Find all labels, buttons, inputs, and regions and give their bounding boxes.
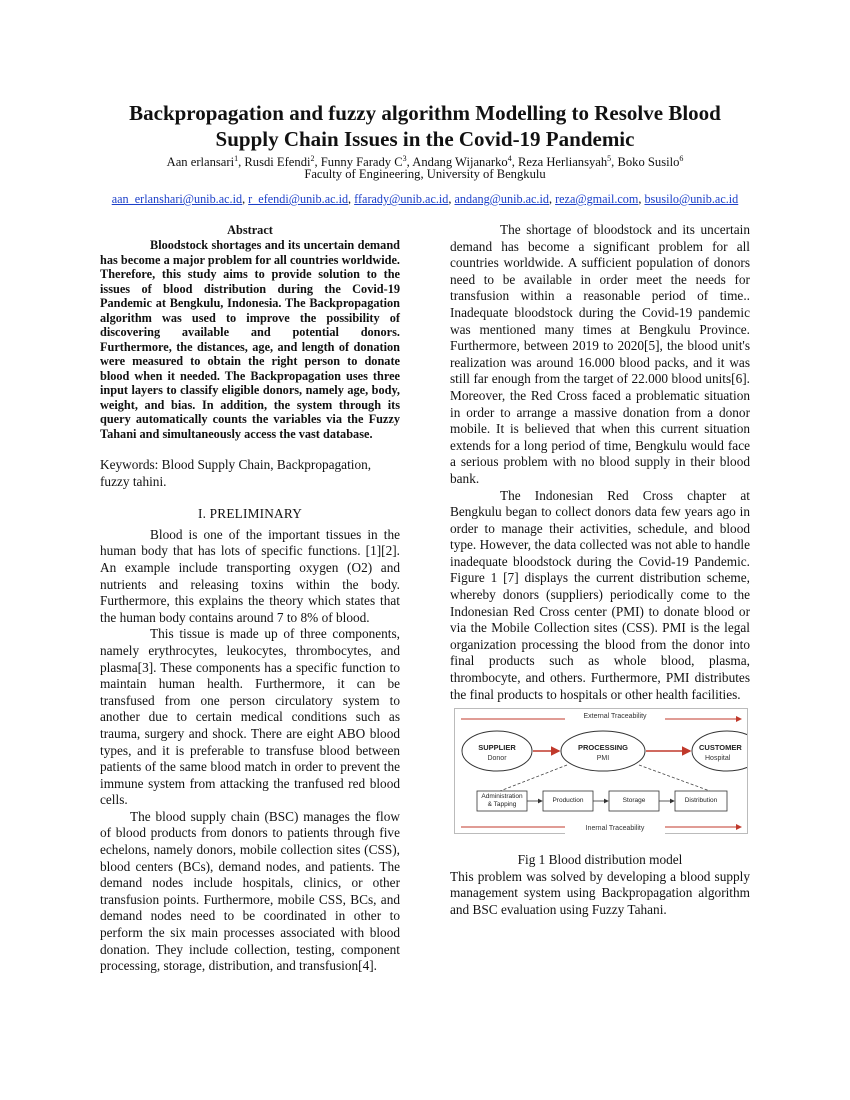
author-sup: 1 bbox=[234, 154, 239, 163]
author: Reza Herliansyah bbox=[518, 155, 608, 170]
figure-diagram bbox=[455, 709, 747, 833]
dashed-connector bbox=[639, 765, 710, 791]
email-link[interactable]: ffarady@unib.ac.id bbox=[354, 192, 449, 206]
paragraph: This tissue is made up of three components, namely erythrocytes, leukocytes, thrombocytes, and plasma[3]. These components has a specific function to maintain human health. Furthermore, it can be transfused from one person circulatory system to another due to certain medical conditions such as trauma, surgery and shock. There are eight ABO blood types, and it is preferable to transfuse blood between patients of the same blood match in order to prevent the immune system from attacking the tranfused red blood cells. bbox=[100, 626, 400, 808]
internal-traceability-label: Inernal Traceability bbox=[565, 821, 665, 838]
author-sup: 4 bbox=[507, 154, 512, 163]
email-link[interactable]: andang@unib.ac.id bbox=[454, 192, 549, 206]
author: Boko Susilo bbox=[617, 155, 680, 170]
figure-caption: Fig 1 Blood distribution model bbox=[517, 852, 683, 868]
processing-title: PROCESSING bbox=[577, 743, 628, 753]
title-line-2: Supply Chain Issues in the Covid-19 Pandemic bbox=[215, 127, 635, 151]
distribution-box-label: Distribution bbox=[684, 797, 718, 805]
abstract-text: Bloodstock shortages and its uncertain demand has become a major problem for all countries worldwide. Therefore, this study aims to provide solution to the issues of blood distribution during the Covid-19 Pandemic at Bengkulu, Indonesia. The Backpropagation algorithm was used to improve the possibility of discovering available and potential donors. Furthermore, the distances, age, and length of donation were measured to obtain the right person to donate blood when it needed. The Backpropagation uses three input layers to classify eligible donors, namely age, body, weight, and bias. In addition, the system through its query automatically counts the variables via the Fuzzy Tahani and simultaneously access the vast database. bbox=[100, 238, 400, 441]
abstract-heading: Abstract bbox=[227, 223, 273, 237]
customer-sub: Hospital bbox=[705, 755, 731, 763]
email-link[interactable]: r_efendi@unib.ac.id bbox=[248, 192, 349, 206]
customer-title: CUSTOMER bbox=[699, 743, 742, 753]
admin-box-line-2: & Tapping bbox=[487, 801, 517, 809]
admin-box-label bbox=[477, 793, 527, 809]
processing-sub: PMI bbox=[596, 755, 610, 763]
paragraph: The blood supply chain (BSC) manages the flow of blood products from donors to patients through five echelons, namely donors, mobile collection sites (CSS), blood centers (BCs), demand nodes, and patients. The demand nodes include hospitals, clinics, or other transfusion points. Furthermore, mobile CSS, BCs, and demand nodes need to be coordinated in other to perform the six main processes associated with blood donation. They include collection, testing, component processing, storage, distribution, and transfusion[4]. bbox=[100, 808, 400, 974]
external-traceability-label: External Traceability bbox=[565, 709, 665, 726]
affiliation: Faculty of Engineering, University of Bengkulu bbox=[304, 167, 546, 181]
paper-title bbox=[60, 100, 790, 152]
author-sup: 6 bbox=[679, 154, 684, 163]
author-list: Aan erlansari$^1$, Rusdi Efendi$^2$, Funny Farady $C^3$, Andang Wijanarko$^4$, Reza Herliansyah$^5$, Boko Susilo$^6$ bbox=[166, 154, 684, 170]
supplier-title: SUPPLIER bbox=[478, 743, 516, 753]
author-sup: 3 bbox=[402, 154, 407, 163]
email-list: aan_erlanshari@unib.ac.id, r_efendi@unib.ac.id, ffarady@unib.ac.id, andang@unib.ac.id, reza@gmail.com, bsusilo@unib.ac.id bbox=[111, 192, 739, 206]
left-column bbox=[100, 222, 400, 975]
storage-box-label: Storage bbox=[622, 797, 646, 805]
email-link[interactable]: bsusilo@unib.ac.id bbox=[644, 192, 739, 206]
author: Rusdi Efendi bbox=[244, 155, 311, 170]
paragraph: This problem was solved by developing a blood supply management system using Backpropagation algorithm and BSC evaluation using Fuzzy Tahani. bbox=[450, 868, 750, 917]
email-link[interactable]: aan_erlanshari@unib.ac.id bbox=[111, 192, 243, 206]
title-line-1: Backpropagation and fuzzy algorithm Modelling to Resolve Blood bbox=[129, 101, 721, 125]
author-sup: 2 bbox=[310, 154, 315, 163]
right-column bbox=[450, 222, 750, 919]
author: Aan erlansari bbox=[166, 155, 235, 170]
paragraph: The shortage of bloodstock and its uncertain demand has become a significant problem for all countries worldwide. A sufficient population of donors need to be available in order meet the needs for transfusion within a reasonable period of time.. Inadequate bloodstock during the Covid-19 pandemic was mentioned many times at Bengkulu Province. Furthermore, between 2019 to 2020[5], the blood unit's realization was around 16.000 blood packs, and it was still far enough from the target of 22.000 blood units[6]. Moreover, the Red Cross faced a problematic situation in order to arrange a massive donation from a donor mobile. It is believed that when this current situation extends for a long period of time, Bengkulu would face a serious problem with no blood supply in their blood bank. bbox=[450, 222, 750, 486]
admin-box-line-1: Administration bbox=[481, 793, 523, 801]
production-box-label: Production bbox=[552, 797, 584, 805]
keywords: Keywords: Blood Supply Chain, Backpropagation, fuzzy tahini. bbox=[100, 457, 372, 489]
author-sup: 5 bbox=[607, 154, 612, 163]
section-heading: I. PRELIMINARY bbox=[197, 506, 302, 522]
supplier-sub: Donor bbox=[487, 755, 507, 763]
paragraph: The Indonesian Red Cross chapter at Bengkulu began to collect donors data few years ago in order to manage their activities, schedule, and blood type. However, the data collected was not able to handle inadequate bloodstock during the Covid-19 Pandemic. Figure 1 [7] displays the current distribution scheme, whereby donors (suppliers) periodically come to the Indonesian Red Cross center (PMI) to donate blood or via the Mobile Collection sites (CSS). PMI is the legal organization processing the blood from the donor into final products such as whole blood, plasma, thrombocyte, and others. Furthermore, PMI distributes the final products to hospitals or other health facilities. bbox=[450, 487, 750, 702]
author: Funny Farady C bbox=[320, 155, 403, 170]
author: Andang Wijanarko bbox=[412, 155, 508, 170]
paragraph: Blood is one of the important tissues in the human body that has lots of specific functions. [1][2]. An example include transporting oxygen (O2) and nutrients and releasing toxins within the body. Furthermore, this explains the theory which states that the human body contains around 7 to 8% of blood. bbox=[100, 526, 400, 625]
email-link[interactable]: reza@gmail.com bbox=[555, 192, 639, 206]
blood-distribution-figure bbox=[454, 708, 748, 834]
